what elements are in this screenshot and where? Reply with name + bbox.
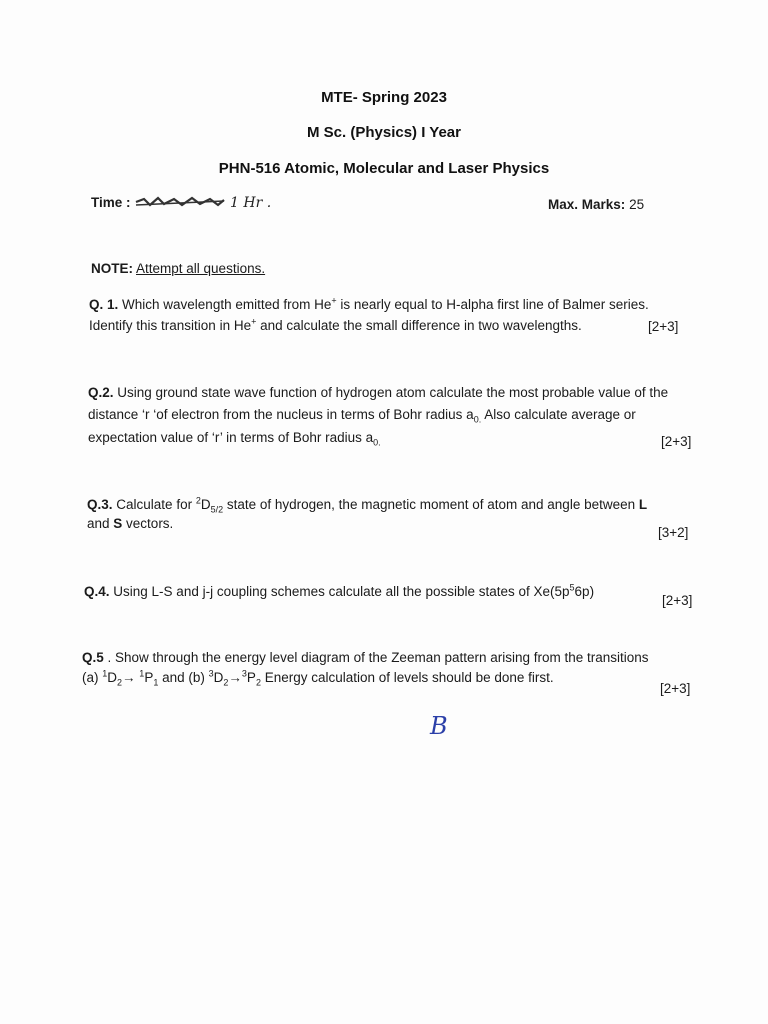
q5-line2: [82, 668, 554, 688]
q3-sup: 2: [195, 495, 201, 506]
q5-sup: 3: [208, 668, 214, 679]
course-title: PHN-516 Atomic, Molecular and Laser Physics: [218, 160, 550, 177]
q1-sup: +: [251, 316, 257, 327]
q3-text: Calculate for: [116, 497, 196, 512]
q3-number: Q.3.: [87, 497, 113, 512]
q1-text: is nearly equal to H-alpha first line of Balmer series.: [336, 297, 649, 312]
q1-line1: [89, 297, 649, 312]
time-label: Time :: [91, 195, 131, 210]
note-label: NOTE:: [91, 261, 133, 276]
q4-line1: [84, 584, 594, 599]
q1-text: Identify this transition in He: [89, 318, 252, 333]
q5-text: and (b): [158, 670, 209, 685]
q5-sub: 2: [117, 677, 123, 688]
q5-text: P: [246, 670, 256, 685]
q5-number: Q.5: [82, 650, 104, 665]
q2-text: Also calculate average or: [481, 407, 636, 422]
q3-bold: S: [113, 516, 123, 531]
q2-text: expectation value of ‘r’ in terms of Bohr radius a: [88, 430, 374, 445]
max-marks-label: Max. Marks:: [548, 197, 626, 212]
program-title: M Sc. (Physics) I Year: [307, 124, 461, 141]
q1-marks: [2+3]: [648, 319, 679, 334]
note-text: Attempt all questions.: [136, 261, 266, 276]
time-handwritten: 1 Hr .: [230, 195, 272, 211]
q2-marks: [2+3]: [661, 434, 692, 449]
q5-sub: 2: [255, 677, 261, 688]
q5-sub: 1: [153, 677, 159, 688]
q3-marks: [3+2]: [658, 525, 689, 540]
q3-line2: [87, 516, 173, 531]
q3-text: vectors.: [122, 516, 174, 531]
q5-text: Energy calculation of levels should be done first.: [260, 670, 554, 685]
q4-text: Using L-S and j-j coupling schemes calculate all the possible states of Xe(5p: [113, 584, 570, 599]
q4-marks: [2+3]: [662, 593, 693, 608]
exam-title: MTE- Spring 2023: [321, 89, 447, 106]
q3-text: state of hydrogen, the magnetic moment of atom and angle between: [223, 497, 639, 512]
q3-bold: L: [638, 497, 648, 512]
q1-text: and calculate the small difference in two wavelengths.: [256, 318, 582, 333]
q5-text: (a): [82, 670, 103, 685]
q4-sup: 5: [569, 582, 575, 593]
q2-sub: 0.: [473, 414, 482, 425]
q5-marks: [2+3]: [660, 681, 691, 696]
q3-text: D: [200, 497, 211, 512]
q5-sup: 1: [139, 668, 145, 679]
q5-text: P: [144, 670, 154, 685]
crossed-out-text: [134, 196, 226, 208]
arrow-icon: →: [228, 670, 242, 685]
q3-text: and: [87, 516, 114, 531]
max-marks-value: 25: [629, 197, 645, 212]
q5-sub: 2: [223, 677, 229, 688]
q3-line1: [87, 495, 648, 515]
q2-number: Q.2.: [88, 385, 114, 400]
q4-text: 6p): [574, 584, 595, 599]
q2-text: distance ‘r ‘of electron from the nucleus in terms of Bohr radius a: [88, 407, 474, 422]
q2-line1: [88, 385, 668, 400]
q2-line2: [88, 407, 636, 425]
q2-sub: 0.: [373, 437, 381, 448]
q1-number: Q. 1.: [89, 297, 119, 312]
q5-sup: 1: [102, 668, 108, 679]
q3-sub: 5/2: [210, 504, 224, 515]
q5-text: . Show through the energy level diagram of the Zeeman pattern arising from the transitions: [103, 650, 649, 665]
q5-text: D: [107, 670, 118, 685]
q4-number: Q.4.: [84, 584, 110, 599]
arrow-icon: →: [122, 670, 140, 685]
q5-sup: 3: [241, 668, 247, 679]
handwritten-mark: B: [430, 712, 448, 740]
q2-text: Using ground state wave function of hydrogen atom calculate the most probable value of the: [117, 385, 669, 400]
q1-line2: [89, 318, 582, 333]
max-marks: [548, 197, 644, 212]
q2-line3: [88, 430, 381, 448]
q5-text: D: [213, 670, 224, 685]
note: [91, 261, 265, 276]
q5-line1: [82, 650, 649, 665]
q1-text: Which wavelength emitted from He: [122, 297, 332, 312]
time-line: [91, 195, 271, 211]
q1-sup: +: [331, 295, 337, 306]
